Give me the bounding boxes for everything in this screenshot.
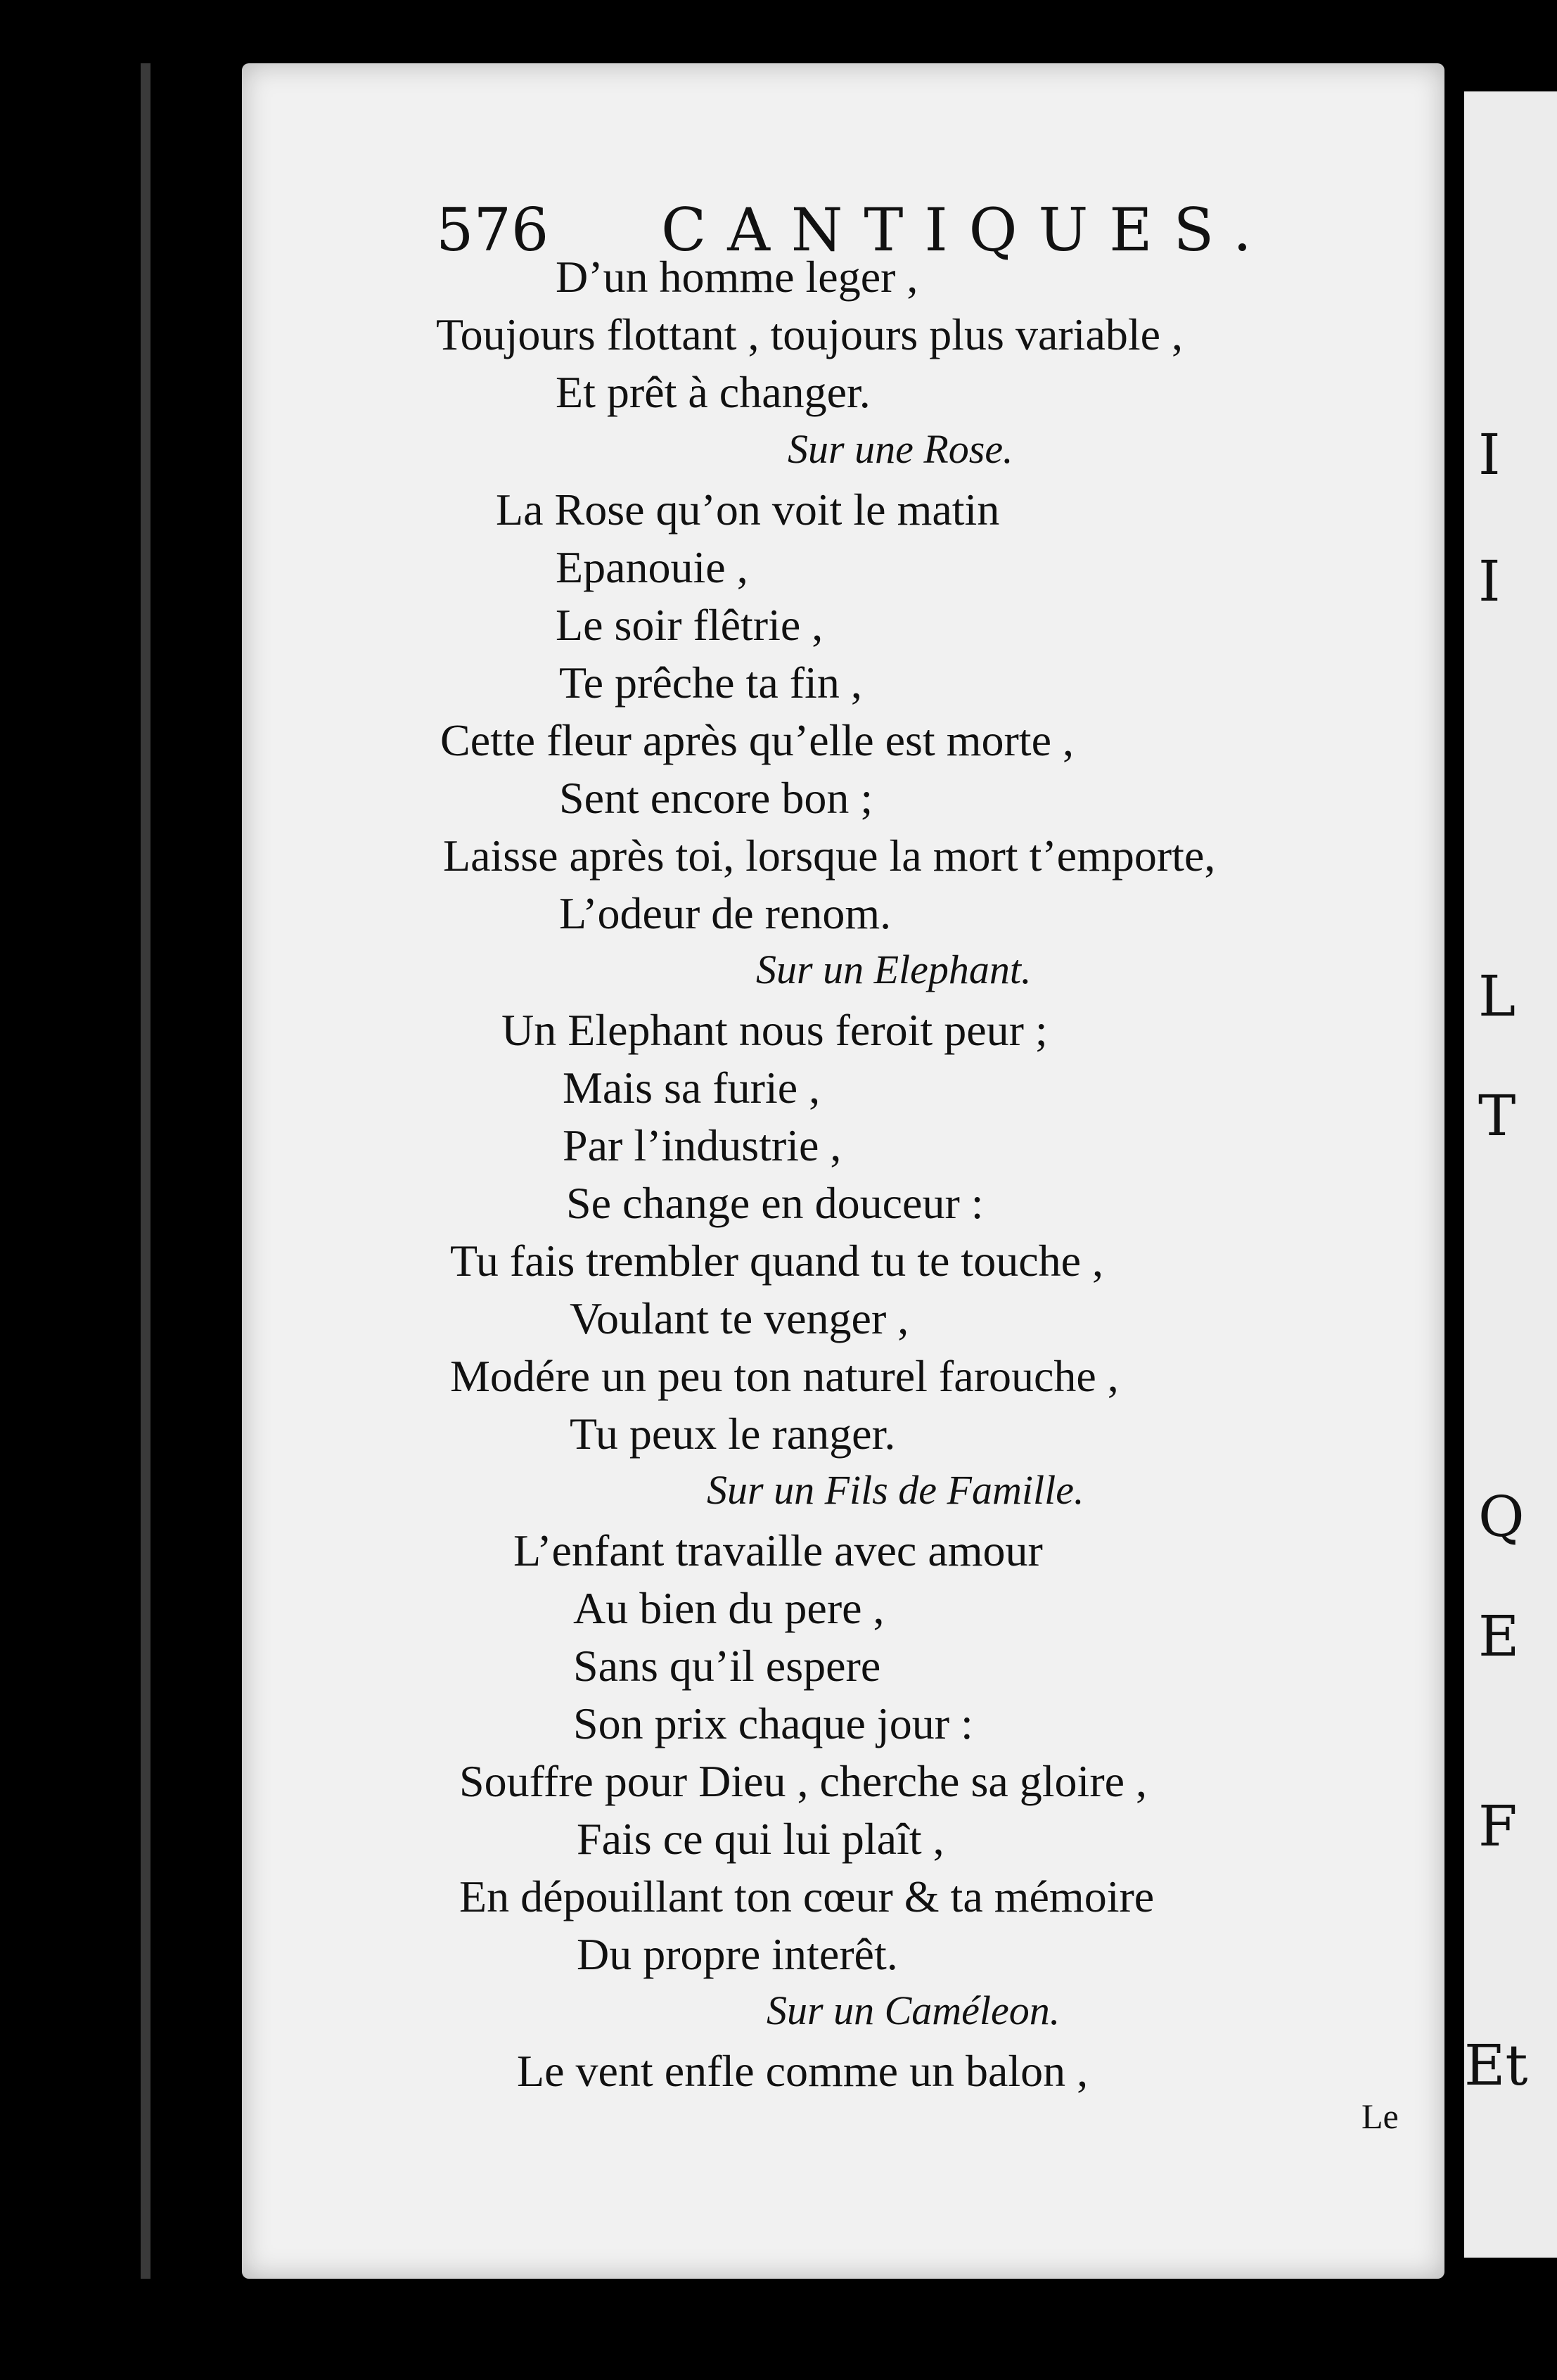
section-heading: Sur un Caméleon. bbox=[767, 1988, 1061, 2033]
poem-line: D’un homme leger , bbox=[556, 252, 918, 302]
poem-line: Par l’industrie , bbox=[563, 1120, 842, 1170]
poem-line: Fais ce qui lui plaît , bbox=[577, 1814, 944, 1864]
facing-page-fragment: E bbox=[1478, 1604, 1520, 1669]
facing-page bbox=[1464, 91, 1557, 2258]
poem-line: Souffre pour Dieu , cherche sa gloire , bbox=[459, 1756, 1148, 1806]
facing-page-fragment: I bbox=[1478, 549, 1501, 614]
poem-line: Tu peux le ranger. bbox=[570, 1409, 896, 1459]
facing-page-fragment: L bbox=[1478, 964, 1516, 1029]
running-title: CANTIQUES. bbox=[661, 196, 1273, 264]
poem-line: L’enfant travaille avec amour bbox=[513, 1525, 1043, 1575]
poem-line: Te prêche ta fin , bbox=[559, 658, 862, 708]
poem-line: Epanouie , bbox=[556, 542, 748, 592]
poem-line: Le soir flêtrie , bbox=[556, 600, 824, 650]
poem-line: Cette fleur après qu’elle est morte , bbox=[440, 715, 1074, 765]
poem-line: Tu fais trembler quand tu te touche , bbox=[450, 1236, 1103, 1286]
section-heading: Sur une Rose. bbox=[788, 426, 1013, 472]
facing-page-fragment: F bbox=[1478, 1793, 1518, 1859]
poem-line: Sans qu’il espere bbox=[573, 1641, 881, 1691]
poem-line: Laisse après toi, lorsque la mort t’emporte, bbox=[443, 831, 1216, 881]
poem-line: En dépouillant ton cœur & ta mémoire bbox=[459, 1872, 1155, 1921]
page-number: 576 bbox=[436, 196, 549, 264]
poem-line: Toujours flottant , toujours plus variable , bbox=[436, 309, 1184, 359]
poem-line: L’odeur de renom. bbox=[559, 888, 892, 938]
poem-line: Un Elephant nous feroit peur ; bbox=[501, 1005, 1048, 1055]
poem-line: Mais sa furie , bbox=[563, 1063, 821, 1113]
poem-line: Et prêt à changer. bbox=[556, 367, 871, 417]
facing-page-fragment: I bbox=[1478, 422, 1501, 487]
facing-page-fragment: Et bbox=[1464, 2033, 1528, 2098]
facing-page-fragment: Q bbox=[1478, 1484, 1525, 1549]
poem-line: Le vent enfle comme un balon , bbox=[517, 2046, 1089, 2096]
poem-line: Son prix chaque jour : bbox=[573, 1698, 973, 1748]
poem-line: La Rose qu’on voit le matin bbox=[496, 485, 1000, 535]
poem-line: Sent encore bon ; bbox=[559, 773, 873, 823]
facing-page-fragment: T bbox=[1478, 1083, 1516, 1149]
section-heading: Sur un Elephant. bbox=[756, 947, 1032, 992]
poem-line: Du propre interêt. bbox=[577, 1929, 898, 1979]
catchword: Le bbox=[1361, 2097, 1399, 2136]
poem-line: Au bien du pere , bbox=[573, 1583, 885, 1633]
book-spine bbox=[141, 63, 150, 2279]
poem-line: Modére un peu ton naturel farouche , bbox=[450, 1351, 1119, 1401]
poem-line: Voulant te venger , bbox=[570, 1293, 909, 1343]
section-heading: Sur un Fils de Famille. bbox=[707, 1467, 1084, 1513]
poem-line: Se change en douceur : bbox=[566, 1178, 984, 1228]
